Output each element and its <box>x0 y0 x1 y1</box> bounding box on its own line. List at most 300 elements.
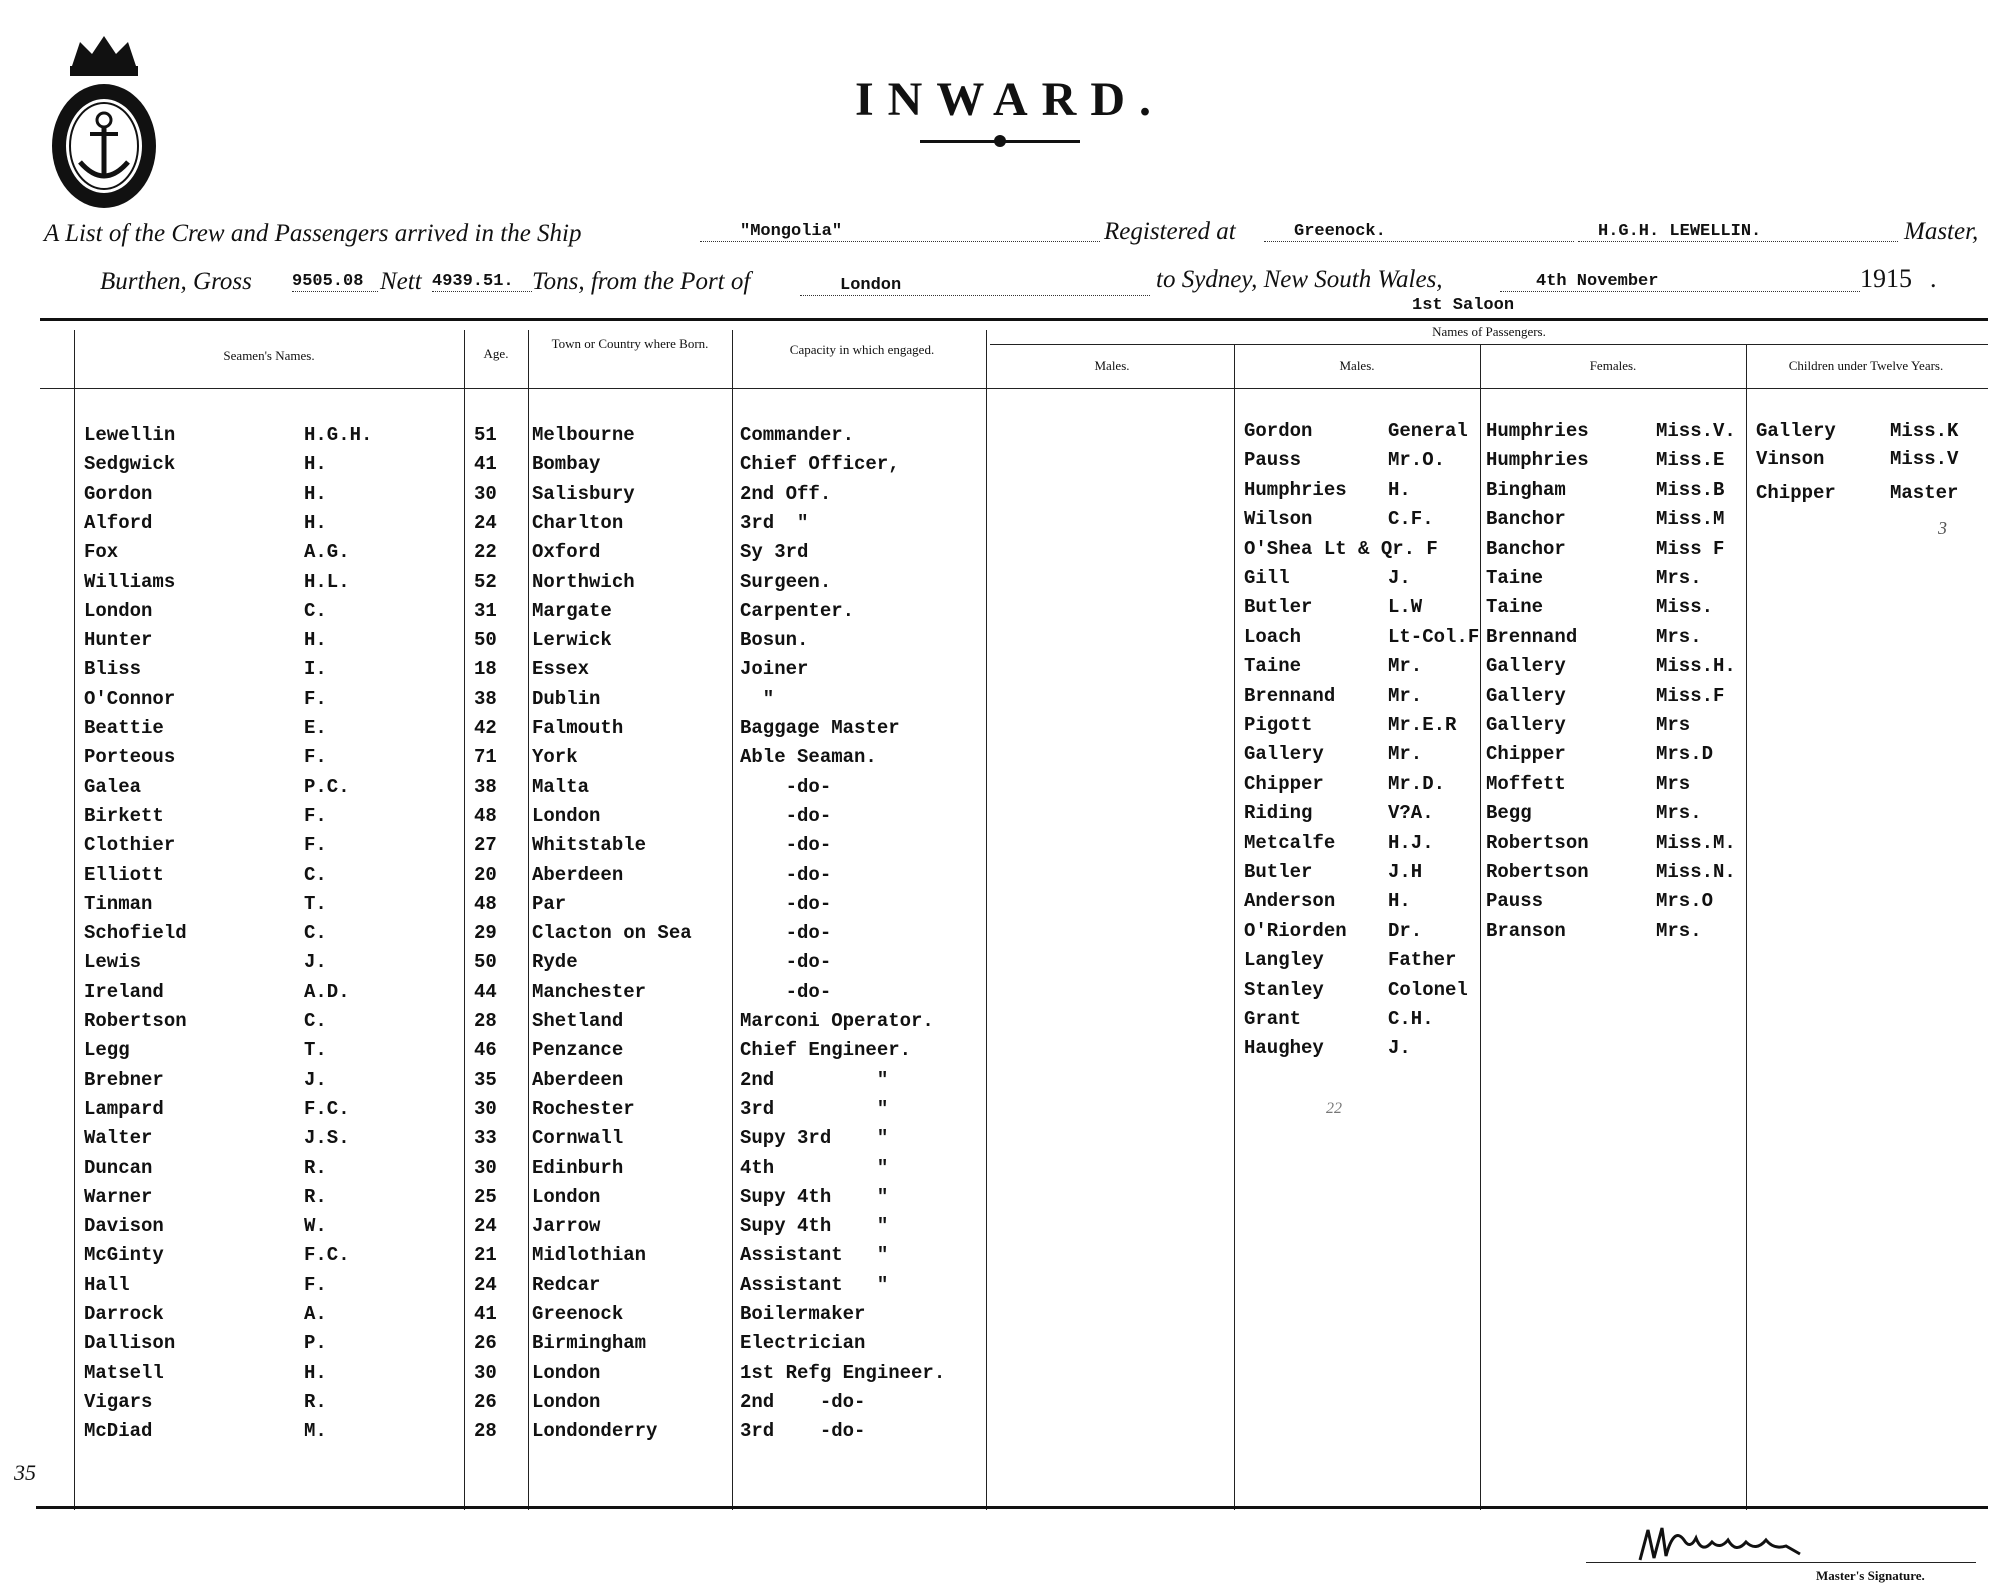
crew-age: 29 <box>474 922 497 944</box>
crew-initials: R. <box>304 1186 327 1208</box>
crew-capacity: 2nd " <box>740 1069 889 1091</box>
crew-capacity: Baggage Master <box>740 717 900 739</box>
header-passengers: Names of Passengers. <box>1432 324 1546 339</box>
male-passenger-title: Mr.O. <box>1388 449 1446 471</box>
male-passenger-title: J. <box>1388 567 1411 589</box>
female-passenger-title: Mrs <box>1656 773 1691 795</box>
col-divider-town <box>528 330 529 1510</box>
crew-age: 25 <box>474 1186 497 1208</box>
child-title: Miss.V <box>1890 448 1959 470</box>
crew-age: 41 <box>474 1303 497 1325</box>
female-passenger-surname: Brennand <box>1486 626 1578 648</box>
male-passenger-surname: Butler <box>1244 596 1313 618</box>
crew-birthplace: London <box>532 1391 601 1413</box>
male-passenger-title: H. <box>1388 890 1411 912</box>
crew-surname: Brebner <box>84 1069 164 1091</box>
crew-capacity: -do- <box>740 951 832 973</box>
female-passenger-surname: Banchor <box>1486 508 1566 530</box>
crew-capacity: Supy 4th " <box>740 1186 889 1208</box>
crew-surname: Elliott <box>84 864 164 886</box>
crew-initials: H.L. <box>304 571 350 593</box>
male-passenger-title: C.F. <box>1388 508 1434 530</box>
crew-surname: Lewellin <box>84 424 176 446</box>
crew-initials: H. <box>304 512 327 534</box>
crew-surname: Davison <box>84 1215 164 1237</box>
male-passenger-surname: Loach <box>1244 626 1302 648</box>
crew-capacity: Supy 3rd " <box>740 1127 889 1149</box>
crew-initials: H. <box>304 1362 327 1384</box>
crew-initials: H. <box>304 453 327 475</box>
shipping-office-seal <box>44 28 164 208</box>
crew-birthplace: Oxford <box>532 541 601 563</box>
male-passenger-title: Mr.D. <box>1388 773 1446 795</box>
crew-initials: F. <box>304 688 327 710</box>
child-surname: Chipper <box>1756 482 1836 504</box>
crew-initials: H. <box>304 483 327 505</box>
nett-label: Nett <box>380 268 422 295</box>
crew-birthplace: London <box>532 805 601 827</box>
crew-surname: Gordon <box>84 483 153 505</box>
male-passenger-surname: Brennand <box>1244 685 1336 707</box>
female-passenger-title: Mrs. <box>1656 920 1702 942</box>
crew-birthplace: Birmingham <box>532 1332 647 1354</box>
child-title: Miss.K <box>1890 420 1959 442</box>
crew-surname: McDiad <box>84 1420 153 1442</box>
crew-initials: H. <box>304 629 327 651</box>
crew-initials: M. <box>304 1420 327 1442</box>
crew-surname: Hall <box>84 1274 130 1296</box>
crew-initials: A.D. <box>304 981 350 1003</box>
male-passenger-surname: Humphries <box>1244 479 1347 501</box>
crew-surname: Hunter <box>84 629 153 651</box>
crew-capacity: 3rd " <box>740 1098 889 1120</box>
class-note: 1st Saloon <box>1412 296 1515 315</box>
crew-age: 48 <box>474 893 497 915</box>
crew-surname: McGinty <box>84 1244 164 1266</box>
ship-name: "Mongolia" <box>700 222 1100 242</box>
female-passenger-surname: Robertson <box>1486 832 1589 854</box>
male-passenger-surname: Gordon <box>1244 420 1313 442</box>
male-passenger-title: Mr. <box>1388 655 1423 677</box>
crew-capacity: 1st Refg Engineer. <box>740 1362 946 1384</box>
crew-age: 42 <box>474 717 497 739</box>
male-passenger-surname: Chipper <box>1244 773 1324 795</box>
top-rule <box>40 318 1988 321</box>
crew-surname: London <box>84 600 153 622</box>
crew-initials: A. <box>304 1303 327 1325</box>
crew-initials: F. <box>304 1274 327 1296</box>
female-passenger-surname: Humphries <box>1486 420 1589 442</box>
crew-capacity: 2nd -do- <box>740 1391 866 1413</box>
crew-initials: T. <box>304 1039 327 1061</box>
crew-age: 20 <box>474 864 497 886</box>
crew-birthplace: Aberdeen <box>532 1069 624 1091</box>
crew-birthplace: London <box>532 1362 601 1384</box>
male-passenger-surname: Wilson <box>1244 508 1313 530</box>
port-of-origin: London <box>800 276 1150 296</box>
crew-capacity: Sy 3rd <box>740 541 809 563</box>
col-divider-pass <box>986 330 987 1510</box>
crew-birthplace: Redcar <box>532 1274 601 1296</box>
female-passenger-surname: Bingham <box>1486 479 1566 501</box>
crew-age: 28 <box>474 1010 497 1032</box>
crew-surname: Galea <box>84 776 142 798</box>
crew-initials: R. <box>304 1157 327 1179</box>
male-passenger-title: H. <box>1388 479 1411 501</box>
crew-birthplace: Midlothian <box>532 1244 647 1266</box>
male-passenger-surname: Stanley <box>1244 979 1324 1001</box>
crew-initials: C. <box>304 864 327 886</box>
crew-surname: Beattie <box>84 717 164 739</box>
crew-capacity: Assistant " <box>740 1244 889 1266</box>
margin-note: 35 <box>14 1460 36 1485</box>
crew-surname: Warner <box>84 1186 153 1208</box>
crew-initials: J. <box>304 1069 327 1091</box>
male-passenger-title: General <box>1388 420 1468 442</box>
male-passenger-surname: Anderson <box>1244 890 1336 912</box>
crew-capacity: Supy 4th " <box>740 1215 889 1237</box>
crew-initials: E. <box>304 717 327 739</box>
female-passenger-title: Miss.B <box>1656 479 1725 501</box>
male-passenger-surname: O'Shea Lt & Qr. F <box>1244 538 1438 560</box>
crew-birthplace: Margate <box>532 600 612 622</box>
crew-age: 41 <box>474 453 497 475</box>
crew-capacity: -do- <box>740 864 832 886</box>
crew-capacity: Chief Engineer. <box>740 1039 912 1061</box>
header-capacity: Capacity in which engaged. <box>789 342 935 357</box>
crew-initials: I. <box>304 658 327 680</box>
crew-capacity: Assistant " <box>740 1274 889 1296</box>
header-males-1: Males. <box>1094 358 1130 373</box>
bottom-rule <box>36 1506 1988 1509</box>
crew-birthplace: Greenock <box>532 1303 624 1325</box>
crew-initials: P. <box>304 1332 327 1354</box>
crew-birthplace: Malta <box>532 776 590 798</box>
female-passenger-title: Miss F <box>1656 538 1725 560</box>
crew-birthplace: Whitstable <box>532 834 647 856</box>
crew-birthplace: London <box>532 1186 601 1208</box>
crew-capacity: 3rd -do- <box>740 1420 866 1442</box>
document-title: INWARD. <box>854 73 1165 126</box>
crew-initials: W. <box>304 1215 327 1237</box>
crew-birthplace: Jarrow <box>532 1215 601 1237</box>
crew-capacity: Marconi Operator. <box>740 1010 934 1032</box>
crew-age: 31 <box>474 600 497 622</box>
female-passenger-title: Mrs.O <box>1656 890 1714 912</box>
crew-birthplace: Ryde <box>532 951 578 973</box>
crew-birthplace: Par <box>532 893 567 915</box>
crew-birthplace: York <box>532 746 578 768</box>
crew-surname: Lampard <box>84 1098 164 1120</box>
crew-birthplace: Manchester <box>532 981 647 1003</box>
male-passenger-surname: Langley <box>1244 949 1324 971</box>
crew-capacity: -do- <box>740 922 832 944</box>
col-divider-age <box>464 330 465 1510</box>
crew-initials: R. <box>304 1391 327 1413</box>
crew-age: 51 <box>474 424 497 446</box>
header-age: Age. <box>483 346 509 361</box>
title-ornament-dot <box>994 135 1006 147</box>
header-seamen-names: Seamen's Names. <box>223 348 315 363</box>
female-passenger-surname: Pauss <box>1486 890 1544 912</box>
crew-initials: C. <box>304 1010 327 1032</box>
crew-initials: T. <box>304 893 327 915</box>
crew-surname: Clothier <box>84 834 176 856</box>
crew-initials: F. <box>304 834 327 856</box>
line1-prefix: A List of the Crew and Passengers arrived in the Ship <box>44 220 582 247</box>
female-passenger-surname: Moffett <box>1486 773 1566 795</box>
crew-birthplace: Shetland <box>532 1010 624 1032</box>
crew-birthplace: Aberdeen <box>532 864 624 886</box>
female-passenger-title: Miss.M. <box>1656 832 1736 854</box>
crew-surname: Lewis <box>84 951 142 973</box>
crew-birthplace: Essex <box>532 658 590 680</box>
crew-initials: J. <box>304 951 327 973</box>
child-surname: Vinson <box>1756 448 1825 470</box>
crew-birthplace: Bombay <box>532 453 601 475</box>
crew-capacity: 3rd " <box>740 512 809 534</box>
tons-from-label: Tons, from the Port of <box>532 268 751 295</box>
crew-age: 48 <box>474 805 497 827</box>
header-females: Females. <box>1589 358 1637 373</box>
crew-capacity: Surgeen. <box>740 571 832 593</box>
male-tally: 22 <box>1326 1100 1342 1117</box>
crew-capacity: 2nd Off. <box>740 483 832 505</box>
header-children: Children under Twelve Years. <box>1788 358 1944 373</box>
crew-surname: Robertson <box>84 1010 187 1032</box>
crew-surname: O'Connor <box>84 688 176 710</box>
female-passenger-title: Miss.M <box>1656 508 1725 530</box>
crew-surname: Sedgwick <box>84 453 176 475</box>
male-passenger-title: L.W <box>1388 596 1423 618</box>
female-passenger-surname: Branson <box>1486 920 1566 942</box>
crew-capacity: Joiner <box>740 658 809 680</box>
col-divider-children <box>1746 344 1747 1510</box>
crew-birthplace: Rochester <box>532 1098 635 1120</box>
crew-age: 35 <box>474 1069 497 1091</box>
crew-birthplace: Penzance <box>532 1039 624 1061</box>
crew-surname: Alford <box>84 512 153 534</box>
crew-surname: Fox <box>84 541 119 563</box>
female-passenger-title: Miss.F <box>1656 685 1725 707</box>
female-passenger-title: Miss.N. <box>1656 861 1736 883</box>
crew-birthplace: Salisbury <box>532 483 635 505</box>
crew-age: 44 <box>474 981 497 1003</box>
arrival-date: 4th November <box>1500 272 1860 292</box>
male-passenger-title: C.H. <box>1388 1008 1434 1030</box>
col-divider-females <box>1480 344 1481 1510</box>
female-passenger-title: Miss.V. <box>1656 420 1736 442</box>
crew-capacity: Electrician <box>740 1332 866 1354</box>
male-passenger-surname: O'Riorden <box>1244 920 1347 942</box>
crew-capacity: Chief Officer, <box>740 453 900 475</box>
male-passenger-title: Mr.E.R <box>1388 714 1457 736</box>
male-passenger-title: H.J. <box>1388 832 1434 854</box>
male-passenger-surname: Pigott <box>1244 714 1313 736</box>
male-passenger-title: Lt-Col.F <box>1388 626 1480 648</box>
anchor-seal-icon <box>44 28 164 208</box>
female-passenger-title: Mrs. <box>1656 567 1702 589</box>
crew-capacity: -do- <box>740 776 832 798</box>
female-passenger-title: Miss.H. <box>1656 655 1736 677</box>
crew-surname: Schofield <box>84 922 187 944</box>
crew-surname: Matsell <box>84 1362 164 1384</box>
male-passenger-surname: Grant <box>1244 1008 1302 1030</box>
crew-birthplace: Melbourne <box>532 424 635 446</box>
col-divider-name <box>74 330 75 1510</box>
crew-age: 38 <box>474 776 497 798</box>
crew-birthplace: Northwich <box>532 571 635 593</box>
children-tally: 3 <box>1938 518 1947 538</box>
crew-age: 46 <box>474 1039 497 1061</box>
crew-surname: Dallison <box>84 1332 176 1354</box>
female-passenger-surname: Banchor <box>1486 538 1566 560</box>
male-passenger-surname: Riding <box>1244 802 1313 824</box>
male-passenger-title: Colonel <box>1388 979 1468 1001</box>
crew-age: 18 <box>474 658 497 680</box>
col-divider-capacity <box>732 330 733 1510</box>
female-passenger-surname: Gallery <box>1486 655 1566 677</box>
crew-capacity: -do- <box>740 805 832 827</box>
crew-age: 33 <box>474 1127 497 1149</box>
crew-capacity: " <box>740 688 775 710</box>
crew-age: 50 <box>474 629 497 651</box>
signature-label: Master's Signature. <box>1816 1568 1925 1583</box>
crew-birthplace: Cornwall <box>532 1127 624 1149</box>
male-passenger-surname: Haughey <box>1244 1037 1324 1059</box>
crew-surname: Bliss <box>84 658 142 680</box>
male-passenger-title: Mr. <box>1388 743 1423 765</box>
female-passenger-title: Mrs. <box>1656 626 1702 648</box>
crew-age: 26 <box>474 1391 497 1413</box>
arrival-year: 1915 <box>1860 264 1912 293</box>
crew-age: 30 <box>474 1098 497 1120</box>
child-surname: Gallery <box>1756 420 1836 442</box>
crew-age: 30 <box>474 1157 497 1179</box>
crew-age: 27 <box>474 834 497 856</box>
gross-tons: 9505.08 <box>292 272 378 292</box>
crew-surname: Porteous <box>84 746 176 768</box>
female-passenger-surname: Taine <box>1486 596 1544 618</box>
male-passenger-surname: Gallery <box>1244 743 1324 765</box>
female-passenger-surname: Begg <box>1486 802 1532 824</box>
crew-age: 30 <box>474 1362 497 1384</box>
male-passenger-title: Dr. <box>1388 920 1423 942</box>
crew-age: 24 <box>474 1274 497 1296</box>
passenger-header-divider <box>990 344 1988 345</box>
registered-label: Registered at <box>1104 218 1236 245</box>
crew-age: 38 <box>474 688 497 710</box>
crew-birthplace: Clacton on Sea <box>532 922 692 944</box>
female-passenger-surname: Robertson <box>1486 861 1589 883</box>
crew-capacity: Bosun. <box>740 629 809 651</box>
male-passenger-surname: Butler <box>1244 861 1313 883</box>
female-passenger-title: Miss. <box>1656 596 1714 618</box>
male-passenger-title: J.H <box>1388 861 1423 883</box>
crew-birthplace: Charlton <box>532 512 624 534</box>
crew-capacity: -do- <box>740 834 832 856</box>
crew-surname: Birkett <box>84 805 164 827</box>
master-label: Master, <box>1904 218 1979 245</box>
crew-surname: Williams <box>84 571 176 593</box>
crew-age: 50 <box>474 951 497 973</box>
crew-age: 21 <box>474 1244 497 1266</box>
crew-capacity: 4th " <box>740 1157 889 1179</box>
crew-surname: Vigars <box>84 1391 153 1413</box>
nett-tons: 4939.51. <box>432 272 532 292</box>
crew-initials: H.G.H. <box>304 424 373 446</box>
crew-age: 52 <box>474 571 497 593</box>
crew-birthplace: Edinburh <box>532 1157 624 1179</box>
crew-age: 30 <box>474 483 497 505</box>
crew-capacity: Carpenter. <box>740 600 855 622</box>
crew-capacity: Able Seaman. <box>740 746 877 768</box>
registered-port: Greenock. <box>1264 222 1574 242</box>
burthen-label: Burthen, Gross <box>100 268 252 295</box>
crew-initials: F. <box>304 805 327 827</box>
male-passenger-surname: Metcalfe <box>1244 832 1336 854</box>
crew-capacity: -do- <box>740 981 832 1003</box>
crew-age: 71 <box>474 746 497 768</box>
crew-age: 24 <box>474 1215 497 1237</box>
line2-period: . <box>1930 264 1937 293</box>
crew-capacity: Boilermaker <box>740 1303 866 1325</box>
male-passenger-title: J. <box>1388 1037 1411 1059</box>
destination-label: to Sydney, New South Wales, <box>1156 266 1443 293</box>
crew-initials: A.G. <box>304 541 350 563</box>
header-males-2: Males. <box>1339 358 1375 373</box>
signature-line <box>1586 1562 1976 1563</box>
crew-surname: Duncan <box>84 1157 153 1179</box>
crew-initials: C. <box>304 600 327 622</box>
master-name: H.G.H. LEWELLIN. <box>1578 222 1898 242</box>
male-passenger-surname: Pauss <box>1244 449 1302 471</box>
crew-initials: C. <box>304 922 327 944</box>
crew-birthplace: Falmouth <box>532 717 624 739</box>
female-passenger-title: Mrs.D <box>1656 743 1714 765</box>
crew-age: 26 <box>474 1332 497 1354</box>
crew-age: 28 <box>474 1420 497 1442</box>
crew-capacity: Commander. <box>740 424 855 446</box>
crew-birthplace: Londonderry <box>532 1420 658 1442</box>
male-passenger-title: Father <box>1388 949 1457 971</box>
female-passenger-surname: Chipper <box>1486 743 1566 765</box>
crew-capacity: -do- <box>740 893 832 915</box>
male-passenger-title: Mr. <box>1388 685 1423 707</box>
header-town-born: Town or Country where Born. <box>551 336 709 351</box>
crew-surname: Legg <box>84 1039 130 1061</box>
female-passenger-title: Miss.E <box>1656 449 1725 471</box>
crew-age: 24 <box>474 512 497 534</box>
crew-birthplace: Lerwick <box>532 629 612 651</box>
female-passenger-surname: Taine <box>1486 567 1544 589</box>
crew-surname: Darrock <box>84 1303 164 1325</box>
crew-initials: F. <box>304 746 327 768</box>
crew-initials: P.C. <box>304 776 350 798</box>
crew-surname: Walter <box>84 1127 153 1149</box>
header-bottom-rule <box>40 388 1988 389</box>
crew-initials: F.C. <box>304 1098 350 1120</box>
female-passenger-surname: Gallery <box>1486 685 1566 707</box>
crew-birthplace: Dublin <box>532 688 601 710</box>
female-passenger-title: Mrs <box>1656 714 1691 736</box>
male-passenger-surname: Gill <box>1244 567 1290 589</box>
crew-initials: J.S. <box>304 1127 350 1149</box>
male-passenger-title: V?A. <box>1388 802 1434 824</box>
female-passenger-title: Mrs. <box>1656 802 1702 824</box>
child-title: Master <box>1890 482 1959 504</box>
female-passenger-surname: Gallery <box>1486 714 1566 736</box>
